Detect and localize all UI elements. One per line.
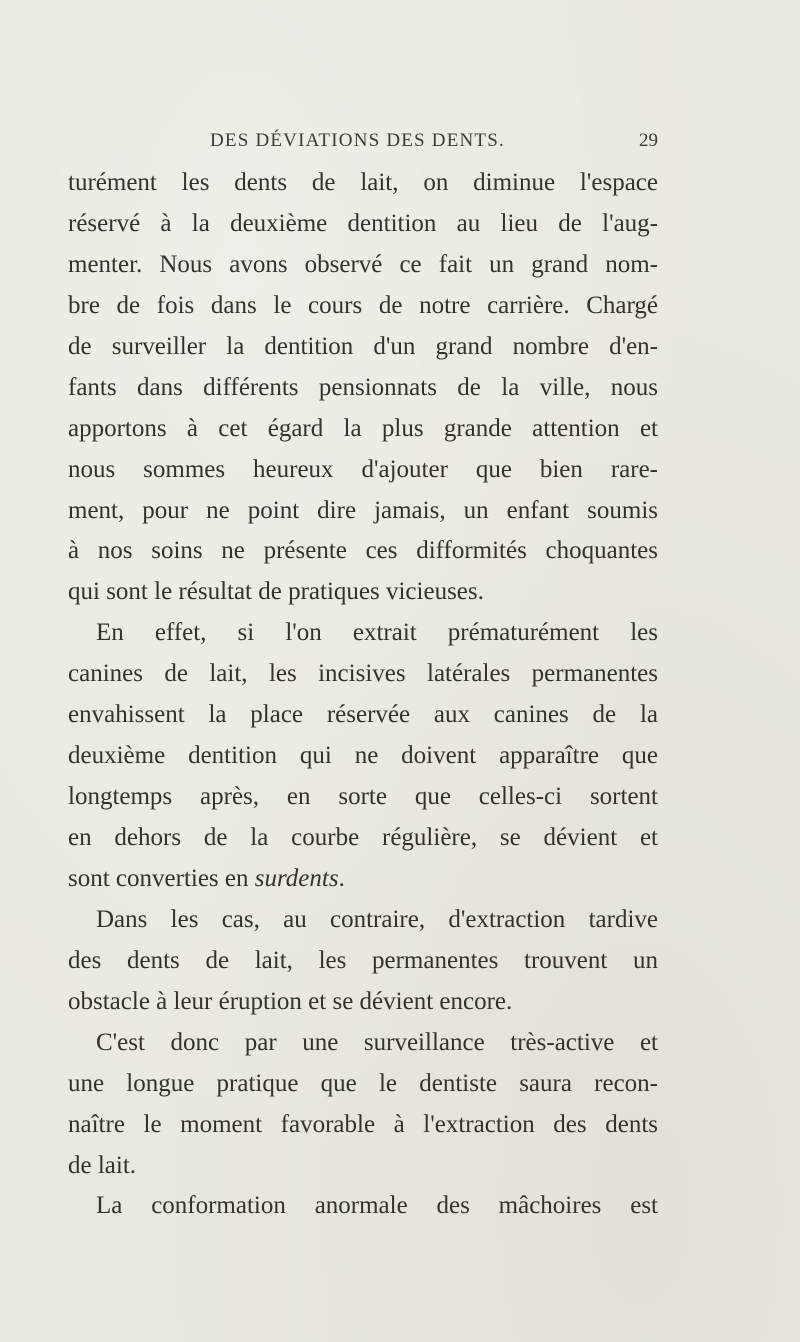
text-line: de lait. <box>68 1151 137 1179</box>
text-line: C'est donc par une surveillance très-active et <box>96 1028 658 1056</box>
page-number: 29 <box>639 130 658 151</box>
text-line: qui sont le résultat de pratiques vicieuses. <box>68 578 484 606</box>
text-run: sont converties en <box>68 864 249 892</box>
text-line: fants dans différents pensionnats de la ville, nous <box>68 373 658 401</box>
page-header <box>68 130 658 158</box>
text-line: menter. Nous avons observé ce fait un grand nom- <box>68 250 658 278</box>
running-head: DES DÉVIATIONS DES DENTS. <box>210 130 505 151</box>
text-line-with-italic <box>68 859 658 900</box>
text-line: canines de lait, les incisives latérales permanentes <box>68 660 658 688</box>
text-line: longtemps après, en sorte que celles-ci sortent <box>68 783 658 811</box>
text-line: apportons à cet égard la plus grande attention et <box>68 414 658 442</box>
text-line: ment, pour ne point dire jamais, un enfant soumis <box>68 496 658 524</box>
text-line: de surveiller la dentition d'un grand nombre d'en- <box>68 332 658 360</box>
body-text <box>68 163 658 1227</box>
text-line: en dehors de la courbe régulière, se dévient et <box>68 824 658 851</box>
text-line: à nos soins ne présente ces difformités choquantes <box>68 537 658 565</box>
text-line: La conformation anormale des mâchoires est <box>96 1192 658 1220</box>
text-line: naître le moment favorable à l'extraction des dents <box>68 1110 658 1138</box>
text-line: turément les dents de lait, on diminue l'espace <box>68 169 658 196</box>
text-line: Dans les cas, au contraire, d'extraction tardive <box>96 905 658 933</box>
text-line: deuxième dentition qui ne doivent apparaître que <box>68 742 658 770</box>
text-line: réservé à la deuxième dentition au lieu de l'aug- <box>68 209 658 237</box>
text-line: En effet, si l'on extrait prématurément les <box>96 619 658 647</box>
text-line: obstacle à leur éruption et se dévient encore. <box>68 987 513 1015</box>
italic-term: surdents <box>254 864 339 892</box>
text-line: une longue pratique que le dentiste saura recon- <box>68 1069 658 1097</box>
text-run: . <box>338 864 345 892</box>
text-line: des dents de lait, les permanentes trouvent un <box>68 946 658 974</box>
text-line: nous sommes heureux d'ajouter que bien rare- <box>68 455 658 483</box>
text-line: envahissent la place réservée aux canines de la <box>68 701 658 729</box>
text-line: bre de fois dans le cours de notre carrière. Chargé <box>68 291 658 319</box>
